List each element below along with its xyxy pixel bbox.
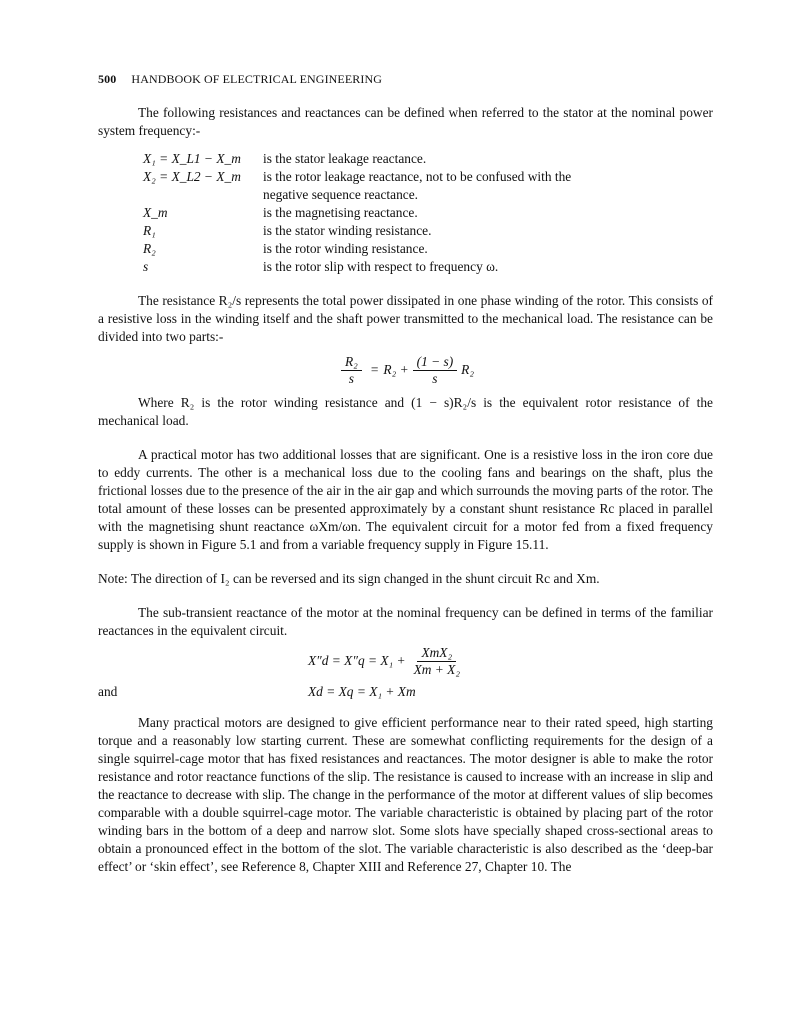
paragraph-resistance: The resistance R₂/s represents the total power dissipated in one phase winding of the rotor. This consists of a resistive loss in the winding itself and the shaft power transmitted to the mechanical load. The resistance can be divided into two parts:- (98, 293, 713, 344)
definition-text: is the stator leakage reactance. (263, 151, 427, 166)
equals-sign: = (370, 362, 379, 377)
page-number: 500 (98, 72, 117, 86)
definition-list (143, 150, 713, 276)
definition-text: is the rotor winding resistance. (263, 241, 428, 256)
equation-synchronous (98, 682, 713, 702)
definition-symbol: s (143, 259, 149, 274)
definition-row (143, 150, 713, 168)
fraction-denominator: Xm + X₂ (413, 661, 461, 677)
definition-symbol: X₂ = X_L2 − X_m (143, 169, 241, 184)
running-title: HANDBOOK OF ELECTRICAL ENGINEERING (131, 72, 383, 86)
definition-symbol (143, 186, 263, 204)
running-header (98, 70, 713, 88)
equation-label: and (98, 684, 118, 699)
definition-row (143, 222, 713, 240)
definition-text: negative sequence reactance. (263, 187, 419, 202)
paragraph-deep-bar: Many practical motors are designed to give efficient performance near to their rated speed, high starting torque and a reasonably low starting current. These are somewhat conflicting requirements for the design of a single squirrel-cage motor that has fixed resistances and reactances. The motor designer is able to make the rotor resistance and rotor reactance functions of the slip. The resistance is caused to increase with an increase in slip and the reactance to decrease with slip. The change in the performance of the motor at different values of slip becomes comparable with a double squirrel-cage motor. The variable characteristic is obtained by placing part of the rotor winding bars in the bottom of a deep and narrow slot. Some slots have specially shaped cross-sectional areas to obtain a pronounced effect in the bottom of the slot. The variable characteristic is also described as the ‘deep-bar effect’ or ‘skin effect’, see Reference 8, Chapter XIII and Reference 27, Chapter 10. The (98, 715, 713, 874)
fraction-rhs (413, 354, 458, 387)
paragraph-losses: A practical motor has two additional losses that are significant. One is a resistive loss in the iron core due to eddy currents. The other is a mechanical loss due to the cooling fans and bearings on the shaft, plus the frictional losses due to the presence of the air in the air gap and which surrounds the moving parts of the rotor. The total amount of these losses can be presented approximately by a constant shunt resistance Rc placed in parallel with the magnetising shunt reactance ωXm/ωn. The equivalent circuit for a motor fed from a fixed frequency supply is shown in Figure 5.1 and from a variable frequency supply in Figure 15.11. (98, 447, 713, 552)
equation-lhs: X″d = X″q = X₁ + (308, 653, 406, 668)
fraction-numerator: R₂ (341, 354, 362, 371)
definition-symbol: X₁ = X_L1 − X_m (143, 151, 241, 166)
fraction-numerator: XmX₂ (417, 645, 456, 662)
fraction (410, 645, 464, 678)
definition-symbol: X_m (143, 205, 168, 220)
equation-resistance-split (98, 346, 713, 394)
paragraph-where: Where R₂ is the rotor winding resistance and (1 − s)R₂/s is the equivalent rotor resistance of the mechanical load. (98, 395, 713, 428)
definition-text: is the rotor leakage reactance, not to be confused with the (263, 169, 572, 184)
definition-text: is the stator winding resistance. (263, 223, 432, 238)
equation-tail: R₂ (461, 362, 475, 377)
equation-subtransient (98, 640, 713, 682)
definition-row (143, 240, 713, 258)
fraction-numerator: (1 − s) (413, 354, 458, 371)
paragraph-intro: The following resistances and reactances can be defined when referred to the stator at the nominal power system frequency:- (98, 105, 713, 138)
definition-row (143, 204, 713, 222)
definition-row (143, 258, 713, 276)
fraction-denominator: s (348, 370, 355, 386)
definition-text: is the magnetising reactance. (263, 205, 418, 220)
definition-text: is the rotor slip with respect to frequency ω. (263, 259, 499, 274)
paragraph-subtransient: The sub-transient reactance of the motor at the nominal frequency can be defined in terms of the familiar reactances in the equivalent circuit. (98, 605, 713, 638)
definition-symbol: R₂ (143, 241, 156, 256)
fraction-lhs (341, 354, 362, 387)
equation-middle: R₂ + (383, 362, 409, 377)
definition-row (143, 186, 713, 204)
note: Note: The direction of I₂ can be reversed and its sign changed in the shunt circuit Rc and Xm. (98, 571, 600, 586)
fraction-denominator: s (432, 370, 438, 386)
definition-symbol: R₁ (143, 223, 156, 238)
definition-row (143, 168, 713, 186)
page (98, 70, 713, 876)
equation-expression: Xd = Xq = X₁ + Xm (308, 684, 416, 699)
